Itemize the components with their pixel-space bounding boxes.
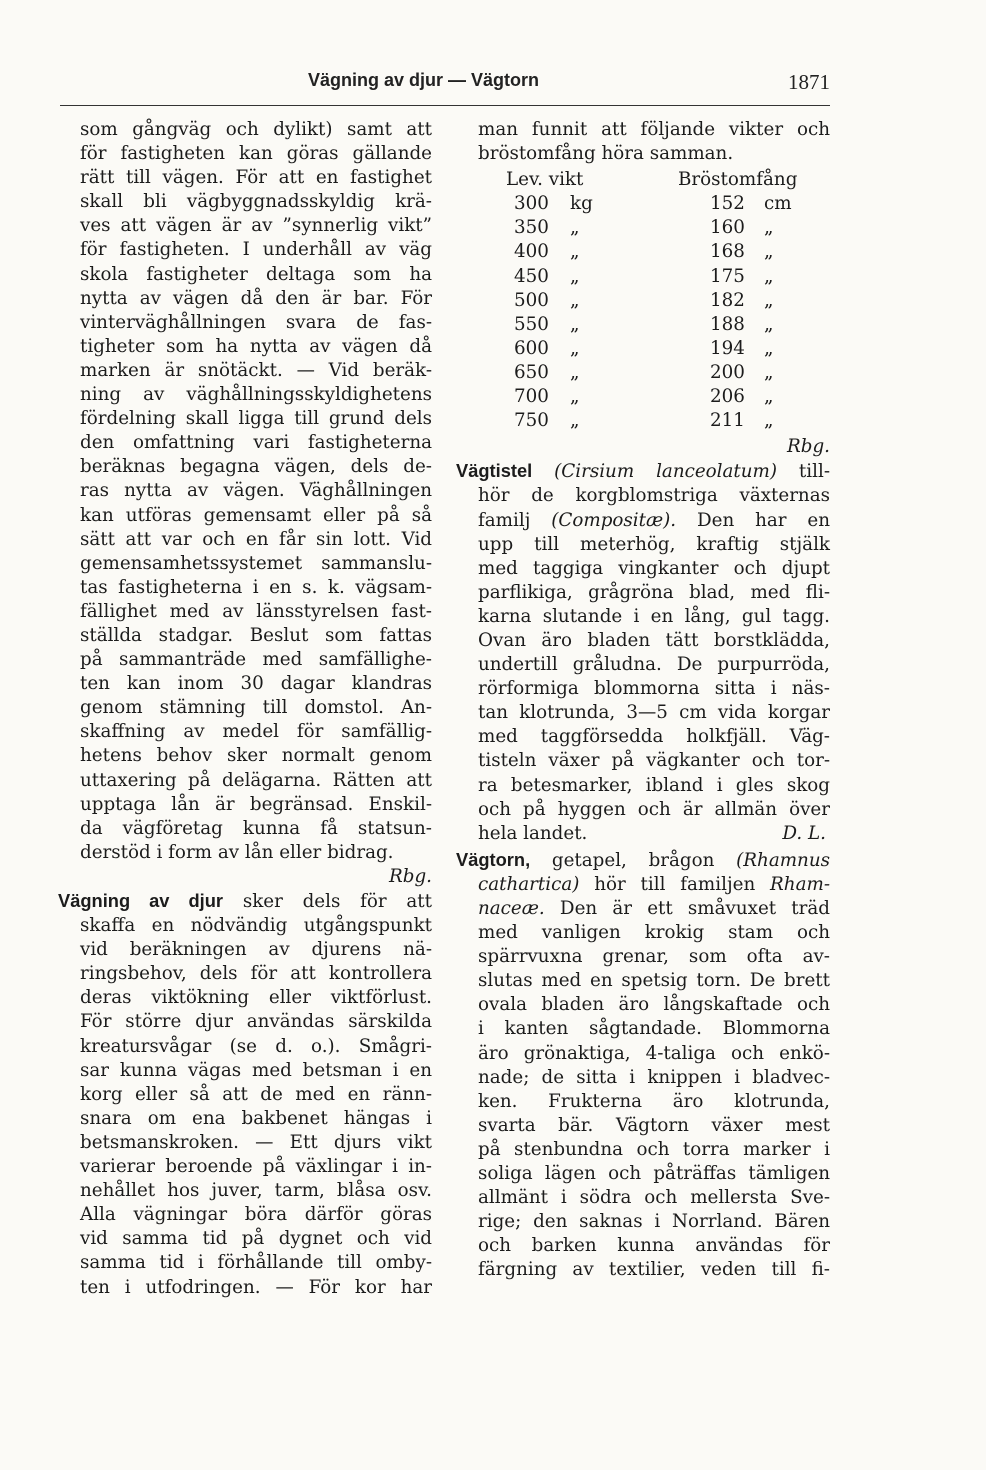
chest-value: 160: [710, 217, 745, 239]
text-line: rige; den saknas i Norrland. Bären: [478, 1211, 830, 1233]
chest-value: 211: [710, 410, 745, 432]
text-line: ra betesmarker, ibland i gles skog: [478, 774, 830, 796]
chest-unit: „: [764, 337, 774, 359]
text-line: färgning av textilier, veden till fi-: [478, 1259, 830, 1281]
article-body: [456, 533, 830, 822]
text-line: upptaga lån är begränsad. Enskil-: [80, 793, 432, 815]
chest-value: 200: [710, 361, 745, 383]
article-line: naceæ. Den är ett småvuxet träd: [478, 898, 830, 919]
weight-unit: „: [570, 313, 580, 335]
text-line: fällighet med av länsstyrelsen fast-: [80, 600, 432, 622]
text-line: sätt att var och en får sin lott. Vid: [80, 528, 432, 550]
article-headword: Vägtorn,: [456, 848, 531, 870]
text-line: man funnit att följande vikter och: [478, 119, 830, 140]
text-line: upp till meterhög, kraftig stjälk: [478, 533, 830, 555]
table-col-header: Bröstomfång: [678, 169, 798, 191]
weight-unit: „: [570, 217, 580, 239]
text-line: genom stämning till domstol. An-: [80, 697, 432, 719]
chest-unit: „: [764, 313, 774, 335]
weight-unit: „: [570, 410, 580, 432]
table-row: [456, 337, 830, 361]
text-line: kan utföras gemensamt eller på så: [80, 504, 432, 526]
article-line: hör de korgblomstriga växternas: [478, 485, 830, 507]
table-row: [456, 289, 830, 313]
weight-table: [456, 168, 830, 433]
chest-unit: „: [764, 386, 774, 408]
text-line: fördelning skall ligga till grund dels: [80, 408, 432, 430]
text-line: med taggiga vingkanter och djupt: [478, 557, 830, 579]
article-body: [456, 921, 830, 1282]
text-line: hetens behov sker normalt genom: [80, 745, 432, 767]
text-line: skall bli vägbyggnadsskyldig krä-: [80, 191, 432, 213]
text-line: ken. Frukterna äro klotrunda,: [478, 1090, 830, 1112]
text-line: tisteln växer på vägkanter och tor-: [478, 750, 830, 772]
weight-value: 400: [514, 241, 549, 263]
text-line: nehållet hos juver, tarm, blåsa osv.: [80, 1180, 432, 1202]
chest-unit: „: [764, 289, 774, 311]
table-row: [456, 265, 830, 289]
text-line: För större djur användas särskilda: [80, 1011, 432, 1033]
text-line: med vanligen krokig stam och: [478, 922, 830, 944]
article-first-line: Vägning av djur sker dels för att: [58, 890, 432, 912]
table-col-header: Lev. vikt: [506, 169, 584, 191]
article-vagtistel: [456, 459, 830, 846]
text-line: da vägföretag kunna få statsun-: [80, 817, 432, 839]
weight-value: 550: [514, 313, 549, 335]
chest-value: 194: [710, 337, 745, 359]
text-line: svarta bär. Vägtorn växer mest: [478, 1114, 830, 1136]
table-row: [456, 313, 830, 337]
weight-value: 450: [514, 265, 549, 287]
chest-value: 188: [710, 313, 745, 335]
header-rule: [60, 105, 830, 106]
text-line: slutas med en spetsig torn. De brett: [478, 970, 830, 992]
article-first-line: Vägtorn, getapel, brågon (Rhamnus: [456, 848, 830, 871]
text-line: uttaxering på delägarna. Rätten att: [80, 769, 432, 791]
table-row: [456, 361, 830, 385]
chest-unit: „: [764, 410, 774, 432]
chest-value: 206: [710, 386, 745, 408]
weight-value: 300: [514, 193, 549, 215]
text-line: den omfattning vari fastigheterna: [80, 432, 432, 454]
text-line: ställda stadgar. Beslut som fattas: [80, 624, 432, 646]
text-line: nytta av vägen då den är bar. För: [80, 287, 432, 309]
text-line: gemensamhetssystemet sammanslu-: [80, 552, 432, 574]
article-headword: Vägning av djur: [58, 890, 224, 911]
running-head: [60, 68, 830, 98]
article-vagning-av-djur: [58, 889, 432, 1300]
text-line: Alla vägningar böra därför göras: [80, 1204, 432, 1226]
text-line: beräknas begagna vägen, dels de-: [80, 456, 432, 478]
text-line: spärrvuxna grenar, som ofta av-: [478, 946, 830, 968]
weight-unit: kg: [570, 193, 593, 215]
chest-unit: „: [764, 241, 774, 263]
weight-unit: „: [570, 361, 580, 383]
article-vagtorn: [456, 848, 830, 1283]
text-line: som gångväg och dylikt) samt att: [80, 119, 432, 140]
chest-unit: „: [764, 265, 774, 287]
text-line: tan klotrunda, 3—5 cm vida korgar: [478, 702, 830, 724]
text-line: och på hyggen och är allmän över: [478, 798, 830, 820]
chest-unit: „: [764, 217, 774, 239]
text-line: ten i utfodringen. — För kor har: [80, 1276, 432, 1298]
table-body: [456, 192, 830, 433]
text-line: skaffa en nödvändig utgångspunkt: [80, 915, 432, 937]
text-line: Ovan äro bladen tätt borstklädda,: [478, 629, 830, 651]
text-line: derstöd i form av lån eller bidrag.: [80, 841, 394, 863]
table-row: [456, 385, 830, 409]
text-line: på stenbundna och torra marker i: [478, 1138, 830, 1160]
text-line: ves att vägen är av ”synnerlig vikt”: [80, 215, 432, 237]
text-line: tas fastigheterna i en s. k. vägsam-: [80, 576, 432, 598]
text-line: med taggförsedda holkfjäll. Väg-: [478, 726, 830, 748]
page-number: 1871: [788, 70, 830, 94]
right-column: [456, 118, 830, 1283]
text-line: korg eller så att de med en ränn-: [80, 1083, 432, 1105]
table-row: [456, 192, 830, 216]
table-row: [456, 240, 830, 264]
text-line: karna slutande i en lång, gul tagg.: [478, 605, 830, 627]
chest-unit: „: [764, 361, 774, 383]
text-line: marken är snötäckt. — Vid beräk-: [80, 359, 432, 381]
weight-unit: „: [570, 265, 580, 287]
text-line: samma tid i förhållande till omby-: [80, 1252, 432, 1274]
text-line: bröstomfång höra samman.: [478, 143, 734, 165]
text-line: undertill gråludna. De purpurröda,: [478, 654, 830, 676]
text-line: vid samma tid på dygnet och vid: [80, 1228, 432, 1250]
weight-unit: „: [570, 289, 580, 311]
article-headword: Vägtistel: [456, 460, 533, 482]
text-line: skola fastigheter deltaga som ha: [80, 263, 432, 285]
text-line: ovala bladen äro långskaftade och: [478, 994, 830, 1016]
text-line: rörformiga blommorna sitta i näs-: [478, 678, 830, 700]
table-header: [456, 168, 830, 192]
weight-value: 700: [514, 386, 549, 408]
running-title: Vägning av djur — Vägtorn: [308, 70, 540, 90]
chest-value: 182: [710, 289, 745, 311]
text-line: för fastigheten kan göras gällande: [80, 143, 432, 165]
article-line: cathartica) hör till familjen Rham-: [478, 873, 830, 895]
signature: D. L.: [782, 822, 826, 844]
text-line: deras viktökning eller viktförlust.: [80, 987, 432, 1009]
text-line: kreatursvågar (se d. o.). Smågri-: [80, 1035, 432, 1057]
text-line: äro grönaktiga, 4-taliga och enkö-: [478, 1042, 830, 1064]
text-line: varierar beroende på växlingar i in-: [80, 1156, 432, 1178]
text-line: tigheter som ha nytta av vägen då: [80, 335, 432, 357]
chest-value: 152: [710, 193, 745, 215]
weight-value: 750: [514, 410, 549, 432]
text-line: allmänt i södra och mellersta Sve-: [478, 1187, 830, 1209]
text-line: ringsbehov, dels för att kontrollera: [80, 963, 432, 985]
article-body: [58, 914, 432, 1300]
text-line: ras nytta av vägen. Väghållningen: [80, 480, 432, 502]
weight-unit: „: [570, 337, 580, 359]
text-line: vid beräkningen av djurens nä-: [80, 939, 432, 961]
text-line: soliga lägen och påträffas tämligen: [478, 1163, 830, 1185]
text-line: sar kunna vägas med betsman i en: [80, 1059, 432, 1081]
signature: Rbg.: [389, 865, 432, 887]
weight-value: 500: [514, 289, 549, 311]
article-continuation: [456, 118, 830, 166]
article-line: familj (Compositæ). Den har en: [478, 509, 830, 531]
text-line: och barken kunna användas för: [478, 1235, 830, 1257]
text-line: skaffning av medel för samfällig-: [80, 721, 432, 743]
chest-unit: cm: [764, 193, 792, 215]
text-line: vinterväghållningen svara de fas-: [80, 311, 432, 333]
left-column: [58, 118, 432, 1300]
article-first-line: Vägtistel (Cirsium lanceolatum) till-: [456, 460, 830, 483]
text-line: på sammanträde med samfällighe-: [80, 649, 432, 671]
text-line: i kanten sågtandade. Blommorna: [478, 1018, 830, 1040]
table-row: [456, 216, 830, 240]
weight-value: 650: [514, 361, 549, 383]
weight-unit: „: [570, 386, 580, 408]
weight-unit: „: [570, 241, 580, 263]
weight-value: 350: [514, 217, 549, 239]
text-line: för fastigheten. I underhåll av väg: [80, 239, 432, 261]
chest-value: 168: [710, 241, 745, 263]
article-continuation: [58, 118, 432, 865]
text-line: betsmanskroken. — Ett djurs vikt: [80, 1131, 432, 1153]
text-line: parflikiga, grågröna blad, med fli-: [478, 581, 830, 603]
text-line: ning av väghållningsskyldighetens: [80, 384, 432, 406]
signature: Rbg.: [787, 436, 830, 458]
text-line: nade; de sitta i knippen i bladvec-: [478, 1066, 830, 1088]
chest-value: 175: [710, 265, 745, 287]
text-line: rätt till vägen. För att en fastighet: [80, 167, 432, 189]
text-line: ten kan inom 30 dagar klandras: [80, 673, 432, 695]
article-last-line: hela landet. D. L.: [456, 822, 830, 846]
weight-value: 600: [514, 337, 549, 359]
table-row: [456, 409, 830, 433]
text-line: snara om ena bakbenet hängas i: [80, 1107, 432, 1129]
